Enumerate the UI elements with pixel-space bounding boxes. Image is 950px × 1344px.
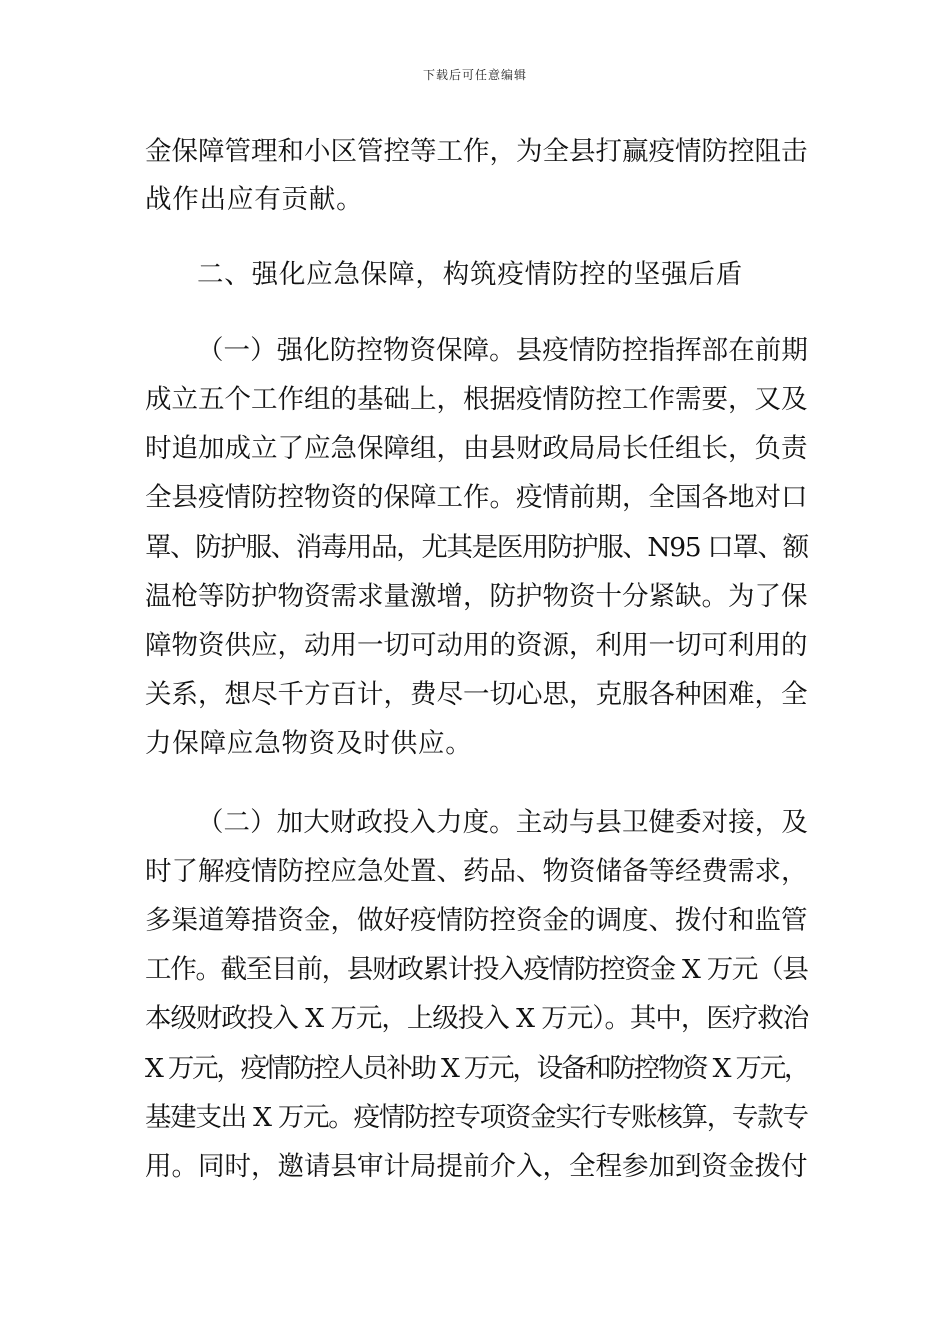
body-line: 基建支出 X 万元。疫情防控专项资金实行专账核算，专款专 xyxy=(145,1102,808,1133)
body-line: 罩、防护服、消毒用品，尤其是医用防护服、N95 口罩、额 xyxy=(145,532,808,563)
body-line: 全县疫情防控物资的保障工作。疫情前期，全国各地对口 xyxy=(145,482,808,513)
body-line: 成立五个工作组的基础上，根据疫情防控工作需要，又及 xyxy=(145,384,808,415)
body-line: 时追加成立了应急保障组，由县财政局局长任组长，负责 xyxy=(145,433,808,464)
body-line: 力保障应急物资及时供应。 xyxy=(145,728,473,759)
body-line: 关系，想尽千方百计，费尽一切心思，克服各种困难，全 xyxy=(145,679,808,710)
header-note: 下载后可任意编辑 xyxy=(422,68,527,82)
body-line: X 万元，疫情防控人员补助 X 万元，设备和防控物资 X 万元， xyxy=(145,1053,809,1084)
body-line: 工作。截至目前，县财政累计投入疫情防控资金 X 万元（县 xyxy=(145,954,808,985)
paragraph-start: （一）强化防控物资保障。县疫情防控指挥部在前期 xyxy=(197,335,808,366)
paragraph-start: （二）加大财政投入力度。主动与县卫健委对接，及 xyxy=(197,807,808,838)
section-heading: 二、强化应急保障，构筑疫情防控的坚强后盾 xyxy=(197,259,743,290)
body-line: 多渠道筹措资金，做好疫情防控资金的调度、拨付和监管 xyxy=(145,905,808,936)
body-line: 温枪等防护物资需求量激增，防护物资十分紧缺。为了保 xyxy=(145,581,808,612)
body-line: 用。同时，邀请县审计局提前介入，全程参加到资金拨付 xyxy=(145,1151,808,1182)
body-line: 战作出应有贡献。 xyxy=(145,184,364,215)
body-line: 障物资供应，动用一切可动用的资源，利用一切可利用的 xyxy=(145,630,808,661)
body-line: 时了解疫情防控应急处置、药品、物资储备等经费需求， xyxy=(145,856,808,887)
body-line: 本级财政投入 X 万元，上级投入 X 万元）。其中，医疗救治 xyxy=(145,1003,809,1034)
body-line: 金保障管理和小区管控等工作，为全县打赢疫情防控阻击 xyxy=(145,136,808,167)
